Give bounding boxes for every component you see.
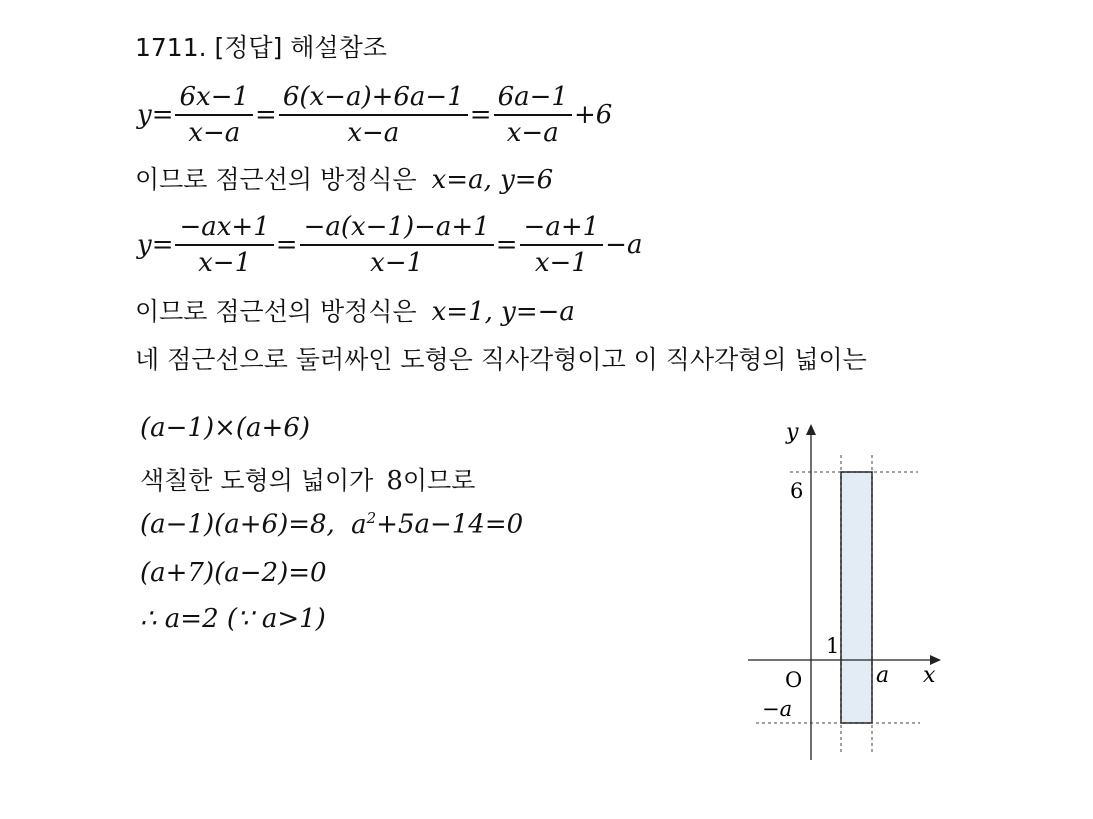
- y-axis-arrow: [806, 424, 816, 435]
- tick-label-6: 6: [790, 479, 804, 503]
- eq1-equals-b: =: [469, 99, 492, 130]
- eq2-fraction-3: [520, 210, 604, 280]
- eq3-part-a: (a−1)(a+6)=8,: [140, 509, 335, 540]
- area-note-tail: 이므로: [402, 466, 476, 495]
- asymptote-line-2: [135, 292, 575, 328]
- eq1-fraction-3: [494, 80, 572, 150]
- tick-label-a: a: [876, 663, 890, 688]
- line2-math: x=1, y=−a: [431, 297, 575, 327]
- eq2-equals-a: =: [275, 229, 298, 260]
- eq2-fraction-1: [175, 210, 273, 280]
- eq2-f1-denominator: x−1: [198, 247, 252, 278]
- eq2-f1-numerator: −ax+1: [179, 212, 270, 242]
- eq1-f1-denominator: x−a: [188, 117, 241, 148]
- line1-math: x=a, y=6: [431, 165, 554, 195]
- equation-4: (a+7)(a−2)=0: [140, 558, 327, 588]
- area-expression: (a−1)×(a+6): [140, 413, 311, 443]
- eq2-tail: −a: [605, 229, 643, 260]
- equation-1: [135, 80, 614, 150]
- origin-label: O: [785, 668, 803, 692]
- eq1-f3-denominator: x−a: [506, 117, 559, 148]
- line1-text: 이므로 점근선의 방정식은: [135, 165, 417, 194]
- eq1-tail: +6: [573, 99, 613, 130]
- eq1-f2-numerator: 6(x−a)+6a−1: [282, 82, 464, 112]
- rectangle-statement: 네 점근선으로 둘러싸인 도형은 직사각형이고 이 직사각형의 넓이는: [135, 345, 867, 374]
- line2-text: 이므로 점근선의 방정식은: [135, 297, 417, 326]
- tick-label-1: 1: [826, 634, 840, 658]
- eq1-f3-numerator: 6a−1: [497, 82, 568, 112]
- y-axis-label: y: [786, 420, 799, 445]
- tick-label-neg-a: −a: [762, 697, 793, 721]
- eq1-fraction-2: [279, 80, 468, 150]
- area-note: [140, 461, 475, 497]
- eq2-f3-numerator: −a+1: [523, 212, 600, 242]
- asymptote-rectangle-graph: [740, 415, 955, 765]
- area-note-text: 색칠한 도형의 넓이가: [140, 466, 374, 495]
- eq1-equals-a: =: [255, 99, 277, 130]
- eq3-part-b: a: [351, 509, 367, 540]
- eq1-lhs: y=: [137, 99, 174, 130]
- equation-2: [135, 210, 644, 280]
- eq2-f3-denominator: x−1: [534, 247, 588, 278]
- eq2-fraction-2: [300, 210, 494, 280]
- asymptote-line-1: [135, 160, 553, 196]
- x-axis-label: x: [923, 663, 936, 688]
- eq2-lhs: y=: [137, 229, 174, 260]
- eq2-f2-denominator: x−1: [370, 247, 424, 278]
- eq2-f2-numerator: −a(x−1)−a+1: [303, 212, 490, 242]
- eq3-part-c: +5a−14=0: [376, 509, 524, 540]
- conclusion: ∴ a=2 (∵ a>1): [140, 604, 326, 634]
- eq1-f1-numerator: 6x−1: [179, 82, 250, 112]
- eq2-equals-b: =: [495, 229, 518, 260]
- problem-header: 1711. [정답] 해설참조: [135, 33, 387, 62]
- eq3-exponent: 2: [366, 509, 377, 527]
- area-note-number: 8: [386, 466, 403, 496]
- shaded-rectangle: [841, 472, 872, 723]
- eq1-f2-denominator: x−a: [347, 117, 400, 148]
- eq1-fraction-1: [175, 80, 253, 150]
- equation-3: [140, 509, 523, 540]
